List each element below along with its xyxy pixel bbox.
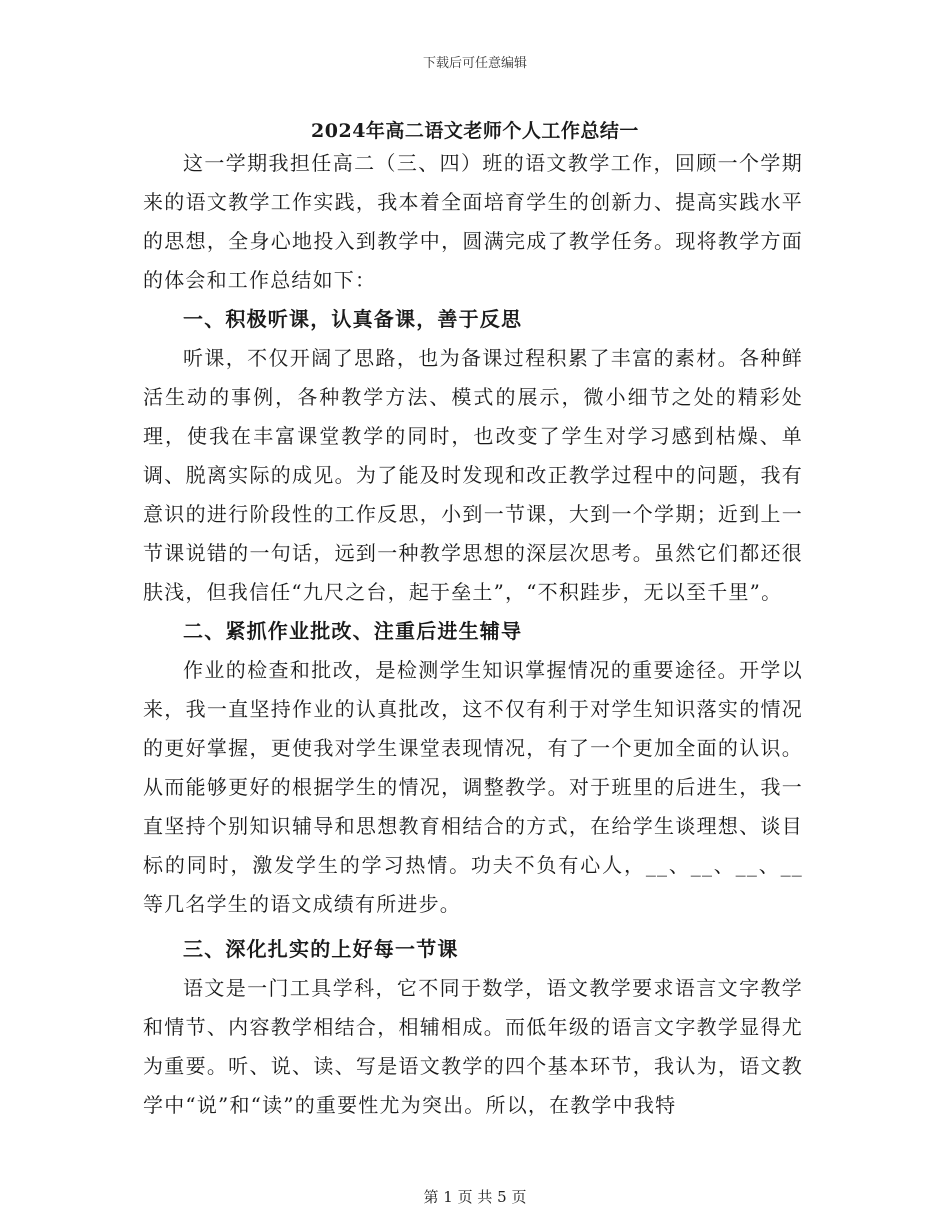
intro-paragraph: 这一学期我担任高二（三、四）班的语文教学工作，回顾一个学期来的语文教学工作实践，我本着全面培育学生的创新力、提高实践水平的思想，全身心地投入到教学中，圆满完成了教学任务。现将教学方面的体会和工作总结如下：: [143, 151, 803, 292]
section-heading-3: 三、深化扎实的上好每一节课: [183, 937, 459, 961]
section-heading-1: 一、积极听课，认真备课，善于反思: [183, 307, 523, 331]
document-title: 2024年高二语文老师个人工作总结一: [311, 120, 639, 142]
page-footer: 第 1 页 共 5 页: [423, 1188, 527, 1206]
section-body-3: 语文是一门工具学科，它不同于数学，语文教学要求语言文字教学和情节、内容教学相结合，相辅相成。而低年级的语言文字教学显得尤为重要。听、说、读、写是语文教学的四个基本环节，我认为，语文教学中“说”和“读”的重要性尤为突出。所以，在教学中我特: [143, 976, 803, 1117]
section-heading-2: 二、紧抓作业批改、注重后进生辅导: [183, 619, 523, 643]
header-note: 下载后可任意编辑: [422, 56, 527, 71]
document-body: [143, 144, 803, 1125]
section-body-2: 作业的检查和批改，是检测学生知识掌握情况的重要途径。开学以来，我一直坚持作业的认真批改，这不仅有利于对学生知识落实的情况的更好掌握，更使我对学生课堂表现情况，有了一个更加全面的认识。从而能够更好的根据学生的情况，调整教学。对于班里的后进生，我一直坚持个别知识辅导和思想教育相结合的方式，在给学生谈理想、谈目标的同时，激发学生的学习热情。功夫不负有心人，__、__、__、__等几名学生的语文成绩有所进步。: [143, 658, 803, 916]
section-body-1: 听课，不仅开阔了思路，也为备课过程积累了丰富的素材。各种鲜活生动的事例，各种教学方法、模式的展示，微小细节之处的精彩处理，使我在丰富课堂教学的同时，也改变了学生对学习感到枯燥、单调、脱离实际的成见。为了能及时发现和改正教学过程中的问题，我有意识的进行阶段性的工作反思，小到一节课，大到一个学期；近到上一节课说错的一句话，远到一种教学思想的深层次思考。虽然它们都还很肤浅，但我信任“九尺之台，起于垒土”，“不积跬步，无以至千里”。: [143, 346, 803, 604]
